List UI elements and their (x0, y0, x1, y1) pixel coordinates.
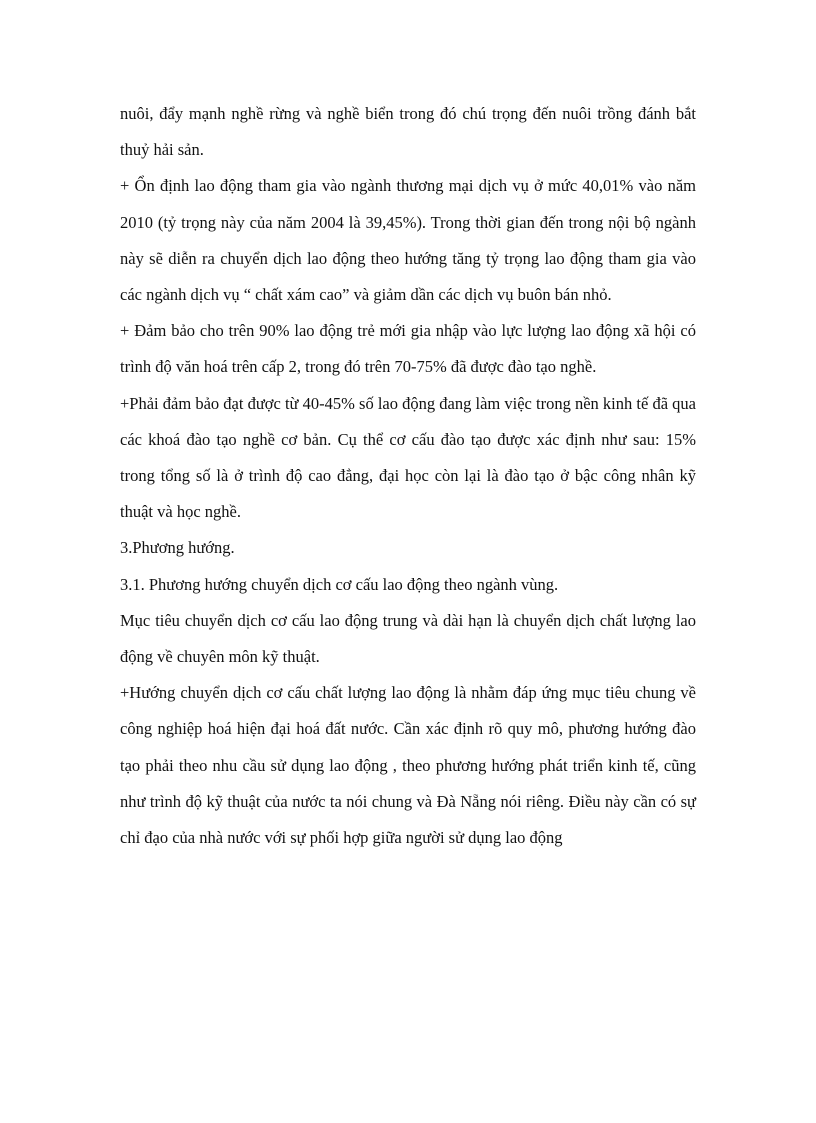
subsection-heading-3-1: 3.1. Phương hướng chuyển dịch cơ cấu lao động theo ngành vùng. (120, 574, 559, 594)
section-heading-direction: 3.Phương hướng. (120, 538, 235, 558)
paragraph-continuation: nuôi, đẩy mạnh nghề rừng và nghề biển trong đó chú trọng đến nuôi trồng đánh bắt thuỷ hải sản. (120, 104, 696, 160)
paragraph-objective: Mục tiêu chuyển dịch cơ cấu lao động trung và dài hạn là chuyển dịch chất lượng lao động về chuyên môn kỹ thuật. (120, 610, 696, 667)
paragraph-vocational-training: +Phải đảm bảo đạt được từ 40-45% số lao động đang làm việc trong nền kinh tế đã qua các khoá đào tạo nghề cơ bản. Cụ thể cơ cấu đào tạo được xác định như sau: 15% trong tổng số là ở trình độ cao đẳng, đại học còn lại là đào tạo ở bậc công nhân kỹ thuật và học nghề. (120, 393, 696, 522)
paragraph-quality-shift: +Hướng chuyển dịch cơ cấu chất lượng lao động là nhằm đáp ứng mục tiêu chung về công nghiệp hoá hiện đại hoá đất nước. Cần xác định rõ quy mô, phương hướng đào tạo phải theo nhu cầu sử dụng lao động , theo phương hướng phát triển kinh tế, cũng như trình độ kỹ thuật của nước ta nói chung và Đà Nẵng nói riêng. Điều này cần có sự chỉ đạo của nhà nước với sự phối hợp giữa người sử dụng lao động (120, 683, 696, 848)
paragraph-commerce-services: + Ổn định lao động tham gia vào ngành thương mại dịch vụ ở mức 40,01% vào năm 2010 (tỷ trọng này của năm 2004 là 39,45%). Trong thời gian đến trong nội bộ ngành này sẽ diễn ra chuyển dịch lao động theo hướng tăng tỷ trọng lao động tham gia vào các ngành dịch vụ “ chất xám cao” và giảm dần các dịch vụ buôn bán nhỏ. (120, 176, 696, 305)
body-text (120, 96, 696, 856)
paragraph-young-workers: + Đảm bảo cho trên 90% lao động trẻ mới gia nhập vào lực lượng lao động xã hội có trình độ văn hoá trên cấp 2, trong đó trên 70-75% đã được đào tạo nghề. (120, 321, 696, 377)
